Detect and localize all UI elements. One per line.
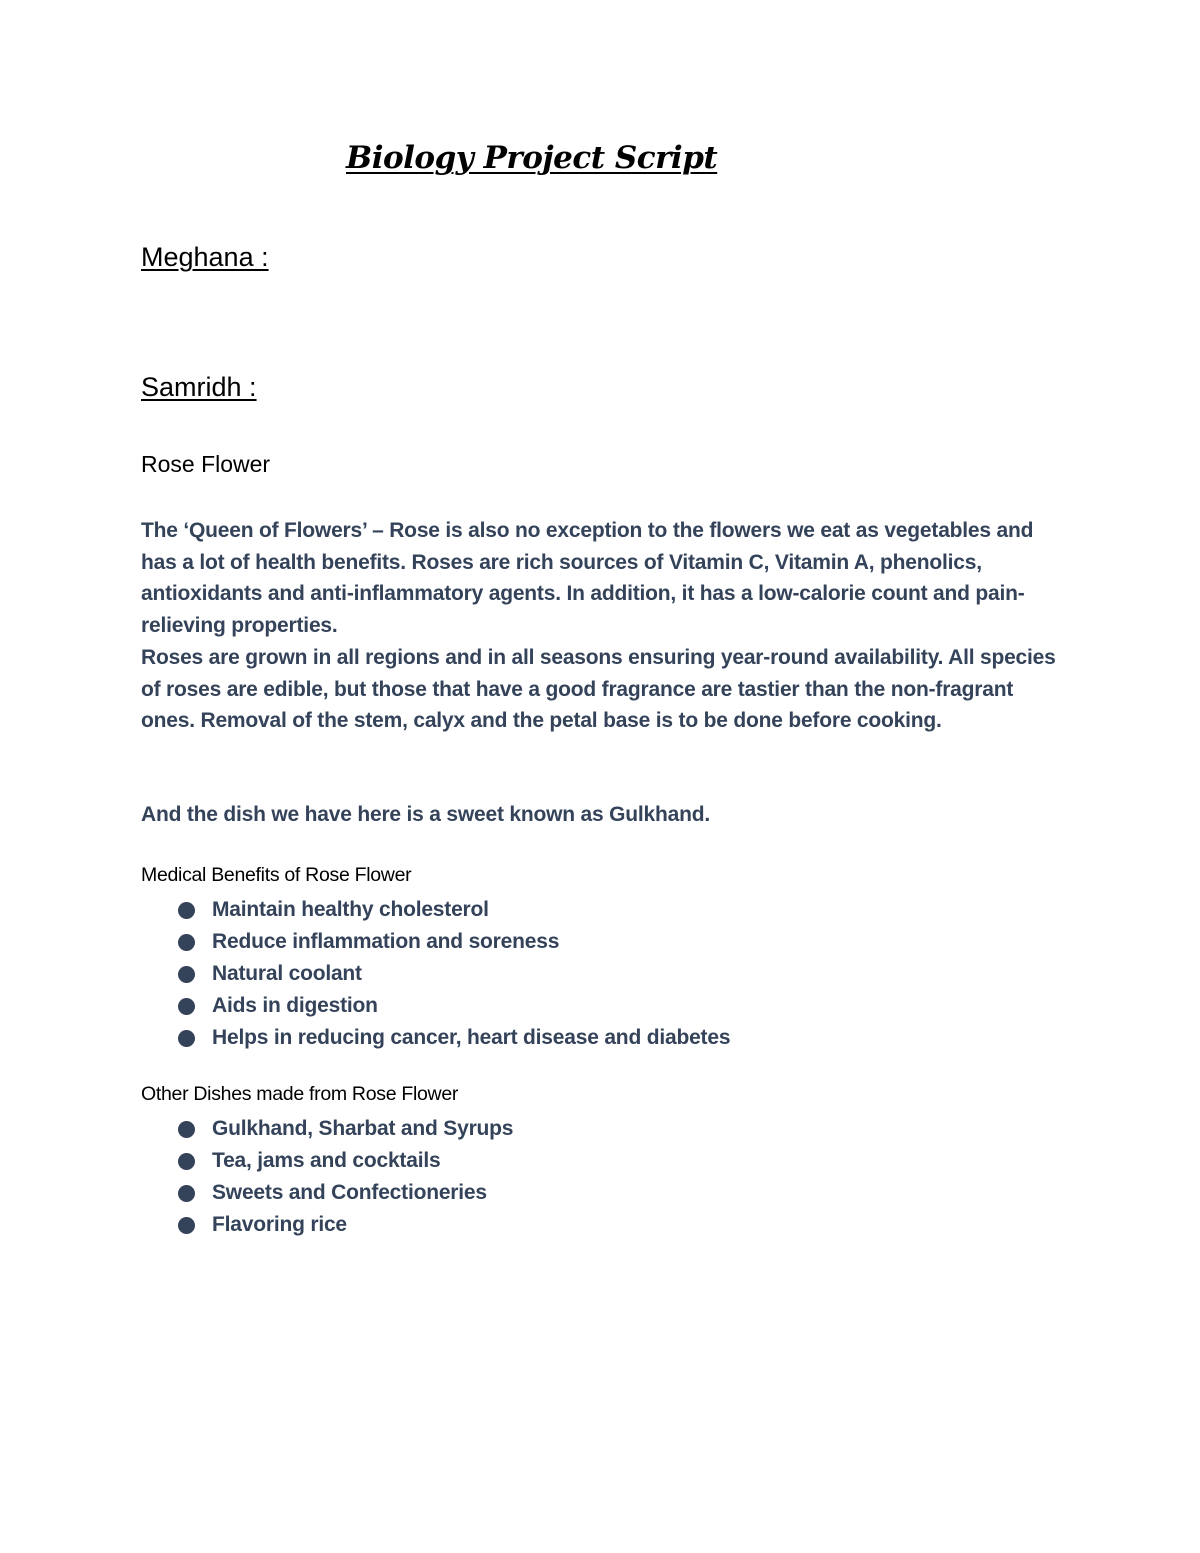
bullet-icon — [178, 1030, 195, 1047]
list-item-text: Reduce inflammation and soreness — [212, 929, 560, 953]
bullet-icon — [178, 1121, 195, 1138]
paragraph: Roses are grown in all regions and in all seasons ensuring year-round availability. All species of roses are edible, but those that have a good fragrance are tastier than the non-fragrant ones. Removal of the stem, calyx and the petal base is to be done before cooking. — [141, 645, 1056, 733]
bullet-icon — [178, 902, 195, 919]
list-item — [176, 926, 730, 958]
list-item-text: Maintain healthy cholesterol — [212, 898, 489, 921]
list-item-text: Helps in reducing cancer, heart disease and diabetes — [212, 1025, 731, 1049]
list-item-text: Natural coolant — [212, 961, 362, 985]
list-item — [176, 894, 730, 926]
bullet-icon — [178, 934, 195, 951]
speaker-samridh: Samridh : — [141, 372, 257, 402]
section-title-rose-flower: Rose Flower — [141, 451, 271, 477]
description-block — [141, 515, 1071, 737]
document-title: Biology Project Script — [346, 140, 718, 176]
list-item — [176, 1209, 513, 1241]
bullet-icon — [178, 1217, 195, 1234]
list-item — [176, 958, 730, 990]
bullet-icon — [178, 1153, 195, 1170]
list-item-text: Aids in digestion — [212, 993, 378, 1017]
bullet-icon — [178, 998, 195, 1015]
list-item — [176, 1113, 513, 1145]
list-item — [176, 1022, 730, 1054]
bullet-icon — [178, 1185, 195, 1202]
paragraph: The ‘Queen of Flowers’ – Rose is also no exception to the flowers we eat as vegetables and has a lot of health benefits. Roses are rich sources of Vitamin C, Vitamin A, phenolics, antioxidants and anti-inflammatory agents. In addition, it has a low-calorie count and pain-relieving properties. — [141, 519, 1034, 638]
list-item — [176, 1177, 513, 1209]
bullet-icon — [178, 966, 195, 983]
other-dishes-heading: Other Dishes made from Rose Flower — [141, 1083, 459, 1105]
other-dishes-list — [176, 1113, 513, 1241]
list-item-text: Tea, jams and cocktails — [212, 1148, 441, 1172]
list-item-text: Flavoring rice — [212, 1212, 347, 1236]
medical-benefits-heading: Medical Benefits of Rose Flower — [141, 864, 412, 886]
dish-statement: And the dish we have here is a sweet known as Gulkhand. — [141, 803, 710, 826]
list-item — [176, 990, 730, 1022]
list-item-text: Gulkhand, Sharbat and Syrups — [212, 1117, 514, 1140]
list-item — [176, 1145, 513, 1177]
speaker-meghana: Meghana : — [141, 242, 269, 272]
medical-benefits-list — [176, 894, 730, 1053]
list-item-text: Sweets and Confectioneries — [212, 1180, 487, 1204]
